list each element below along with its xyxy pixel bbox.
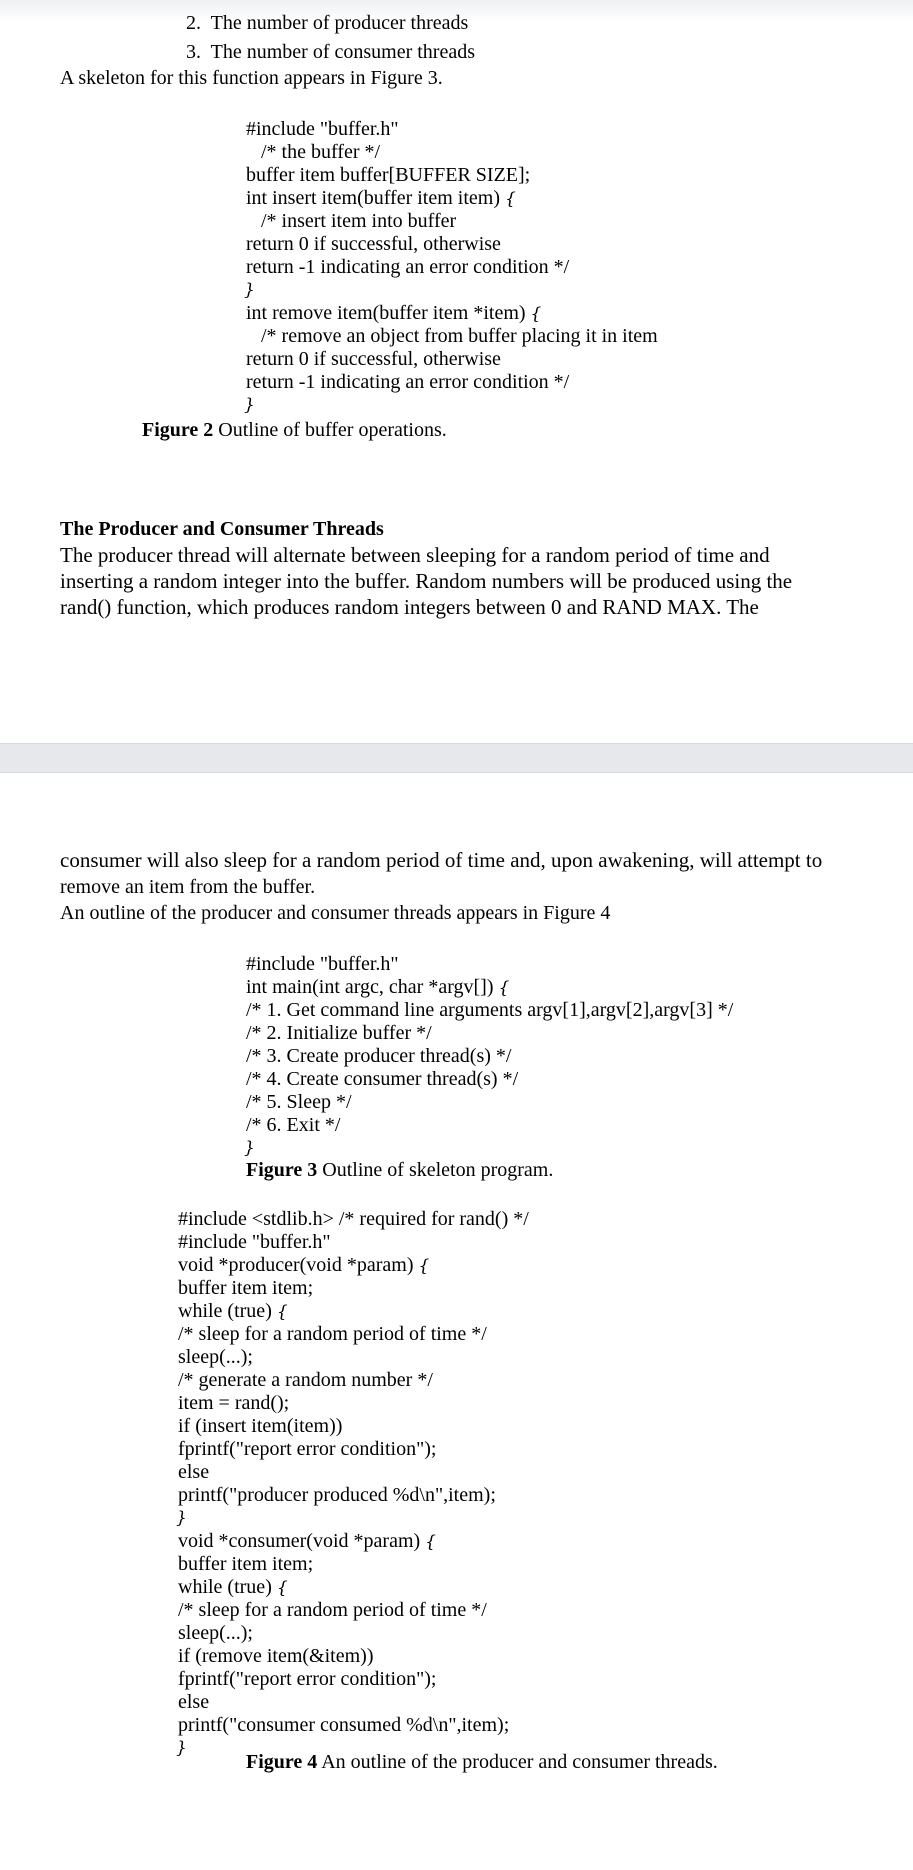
paragraph-line: rand() function, which produces random integers between 0 and RAND MAX. The [60, 595, 759, 619]
open-brace: { [418, 1256, 430, 1276]
figure-4-caption [246, 1751, 718, 1774]
code-line: item = rand(); [178, 1392, 290, 1414]
code-line: /* 5. Sleep */ [246, 1091, 352, 1113]
paragraph-line: The producer thread will alternate between sleeping for a random period of time and [60, 543, 770, 567]
code-line [178, 1576, 288, 1600]
code-line: buffer item item; [178, 1553, 314, 1575]
code-line: /* sleep for a random period of time */ [178, 1599, 487, 1621]
skeleton-sentence: A skeleton for this function appears in Figure 3. [60, 67, 443, 89]
paragraph-line: remove an item from the buffer. [60, 876, 316, 898]
section-heading: The Producer and Consumer Threads [60, 518, 384, 540]
code-line [178, 1254, 429, 1278]
code-line: return -1 indicating an error condition */ [246, 256, 570, 278]
paragraph-line: inserting a random integer into the buffer. Random numbers will be produced using the [60, 569, 793, 593]
code-line: /* remove an object from buffer placing it in item [246, 325, 658, 347]
code-line: if (remove item(&item)) [178, 1645, 374, 1667]
code-line: return -1 indicating an error condition */ [246, 371, 570, 393]
close-brace: } [244, 280, 255, 300]
code-line: if (insert item(item)) [178, 1415, 343, 1437]
code-line [246, 302, 541, 326]
figure-2-caption [142, 419, 447, 442]
code-line: #include "buffer.h" [246, 118, 399, 140]
caption-label: Figure 4 [246, 1751, 318, 1773]
code-line [246, 187, 516, 211]
page-separator [0, 743, 913, 773]
code-text: void *producer(void *param) [178, 1254, 419, 1276]
caption-text: Outline of skeleton program. [317, 1159, 554, 1181]
code-line: printf("producer produced %d\n",item); [178, 1484, 496, 1506]
code-line: #include "buffer.h" [246, 953, 399, 975]
paragraph-line: consumer will also sleep for a random period of time and, upon awakening, will attempt to [60, 848, 823, 872]
code-line: else [178, 1691, 210, 1713]
code-line: fprintf("report error condition"); [178, 1668, 437, 1690]
code-line: return 0 if successful, otherwise [246, 348, 501, 370]
code-line [178, 1530, 436, 1554]
code-text: int main(int argc, char *argv[]) [246, 976, 499, 998]
open-brace: { [425, 1532, 436, 1552]
code-line: buffer item buffer[BUFFER SIZE]; [246, 164, 531, 186]
code-line: /* 6. Exit */ [246, 1114, 341, 1136]
close-brace: } [244, 1138, 255, 1158]
caption-label: Figure 2 [142, 419, 214, 441]
code-line: sleep(...); [178, 1622, 253, 1644]
code-line: /* 1. Get command line arguments argv[1],argv[2],argv[3] */ [246, 999, 734, 1021]
code-line: fprintf("report error condition"); [178, 1438, 437, 1460]
open-brace: { [276, 1302, 288, 1322]
caption-label: Figure 3 [246, 1159, 318, 1181]
code-line: #include "buffer.h" [178, 1231, 331, 1253]
open-brace: { [498, 978, 510, 998]
code-line: buffer item item; [178, 1277, 314, 1299]
code-line: /* sleep for a random period of time */ [178, 1323, 487, 1345]
code-line [178, 1300, 288, 1324]
code-line: /* insert item into buffer [246, 210, 457, 232]
open-brace: { [505, 189, 516, 209]
caption-text: Outline of buffer operations. [213, 419, 447, 441]
list-item-2: 2. The number of producer threads [186, 12, 469, 34]
code-line: /* the buffer */ [246, 141, 381, 163]
figure-3-caption [246, 1159, 553, 1182]
code-line: #include <stdlib.h> /* required for rand() */ [178, 1208, 529, 1230]
close-brace: } [176, 1738, 187, 1758]
paragraph-line: An outline of the producer and consumer threads appears in Figure 4 [60, 902, 611, 924]
code-text: int remove item(buffer item *item) [246, 302, 531, 324]
code-line [246, 976, 509, 1000]
code-text: int insert item(buffer item item) [246, 187, 506, 209]
code-line: printf("consumer consumed %d\n",item); [178, 1714, 510, 1736]
code-line: sleep(...); [178, 1346, 253, 1368]
code-line: /* 3. Create producer thread(s) */ [246, 1045, 512, 1067]
code-text: while (true) [178, 1300, 277, 1322]
caption-text: An outline of the producer and consumer threads. [317, 1751, 718, 1773]
open-brace: { [530, 304, 542, 324]
code-line: return 0 if successful, otherwise [246, 233, 501, 255]
code-line: /* 4. Create consumer thread(s) */ [246, 1068, 519, 1090]
code-line: /* 2. Initialize buffer */ [246, 1022, 432, 1044]
code-text: void *consumer(void *param) [178, 1530, 426, 1552]
code-text: while (true) [178, 1576, 277, 1598]
code-line: /* generate a random number */ [178, 1369, 433, 1391]
open-brace: { [276, 1578, 288, 1598]
close-brace: } [244, 395, 255, 415]
list-item-3: 3. The number of consumer threads [186, 41, 475, 63]
close-brace: } [176, 1508, 187, 1528]
code-line: else [178, 1461, 210, 1483]
